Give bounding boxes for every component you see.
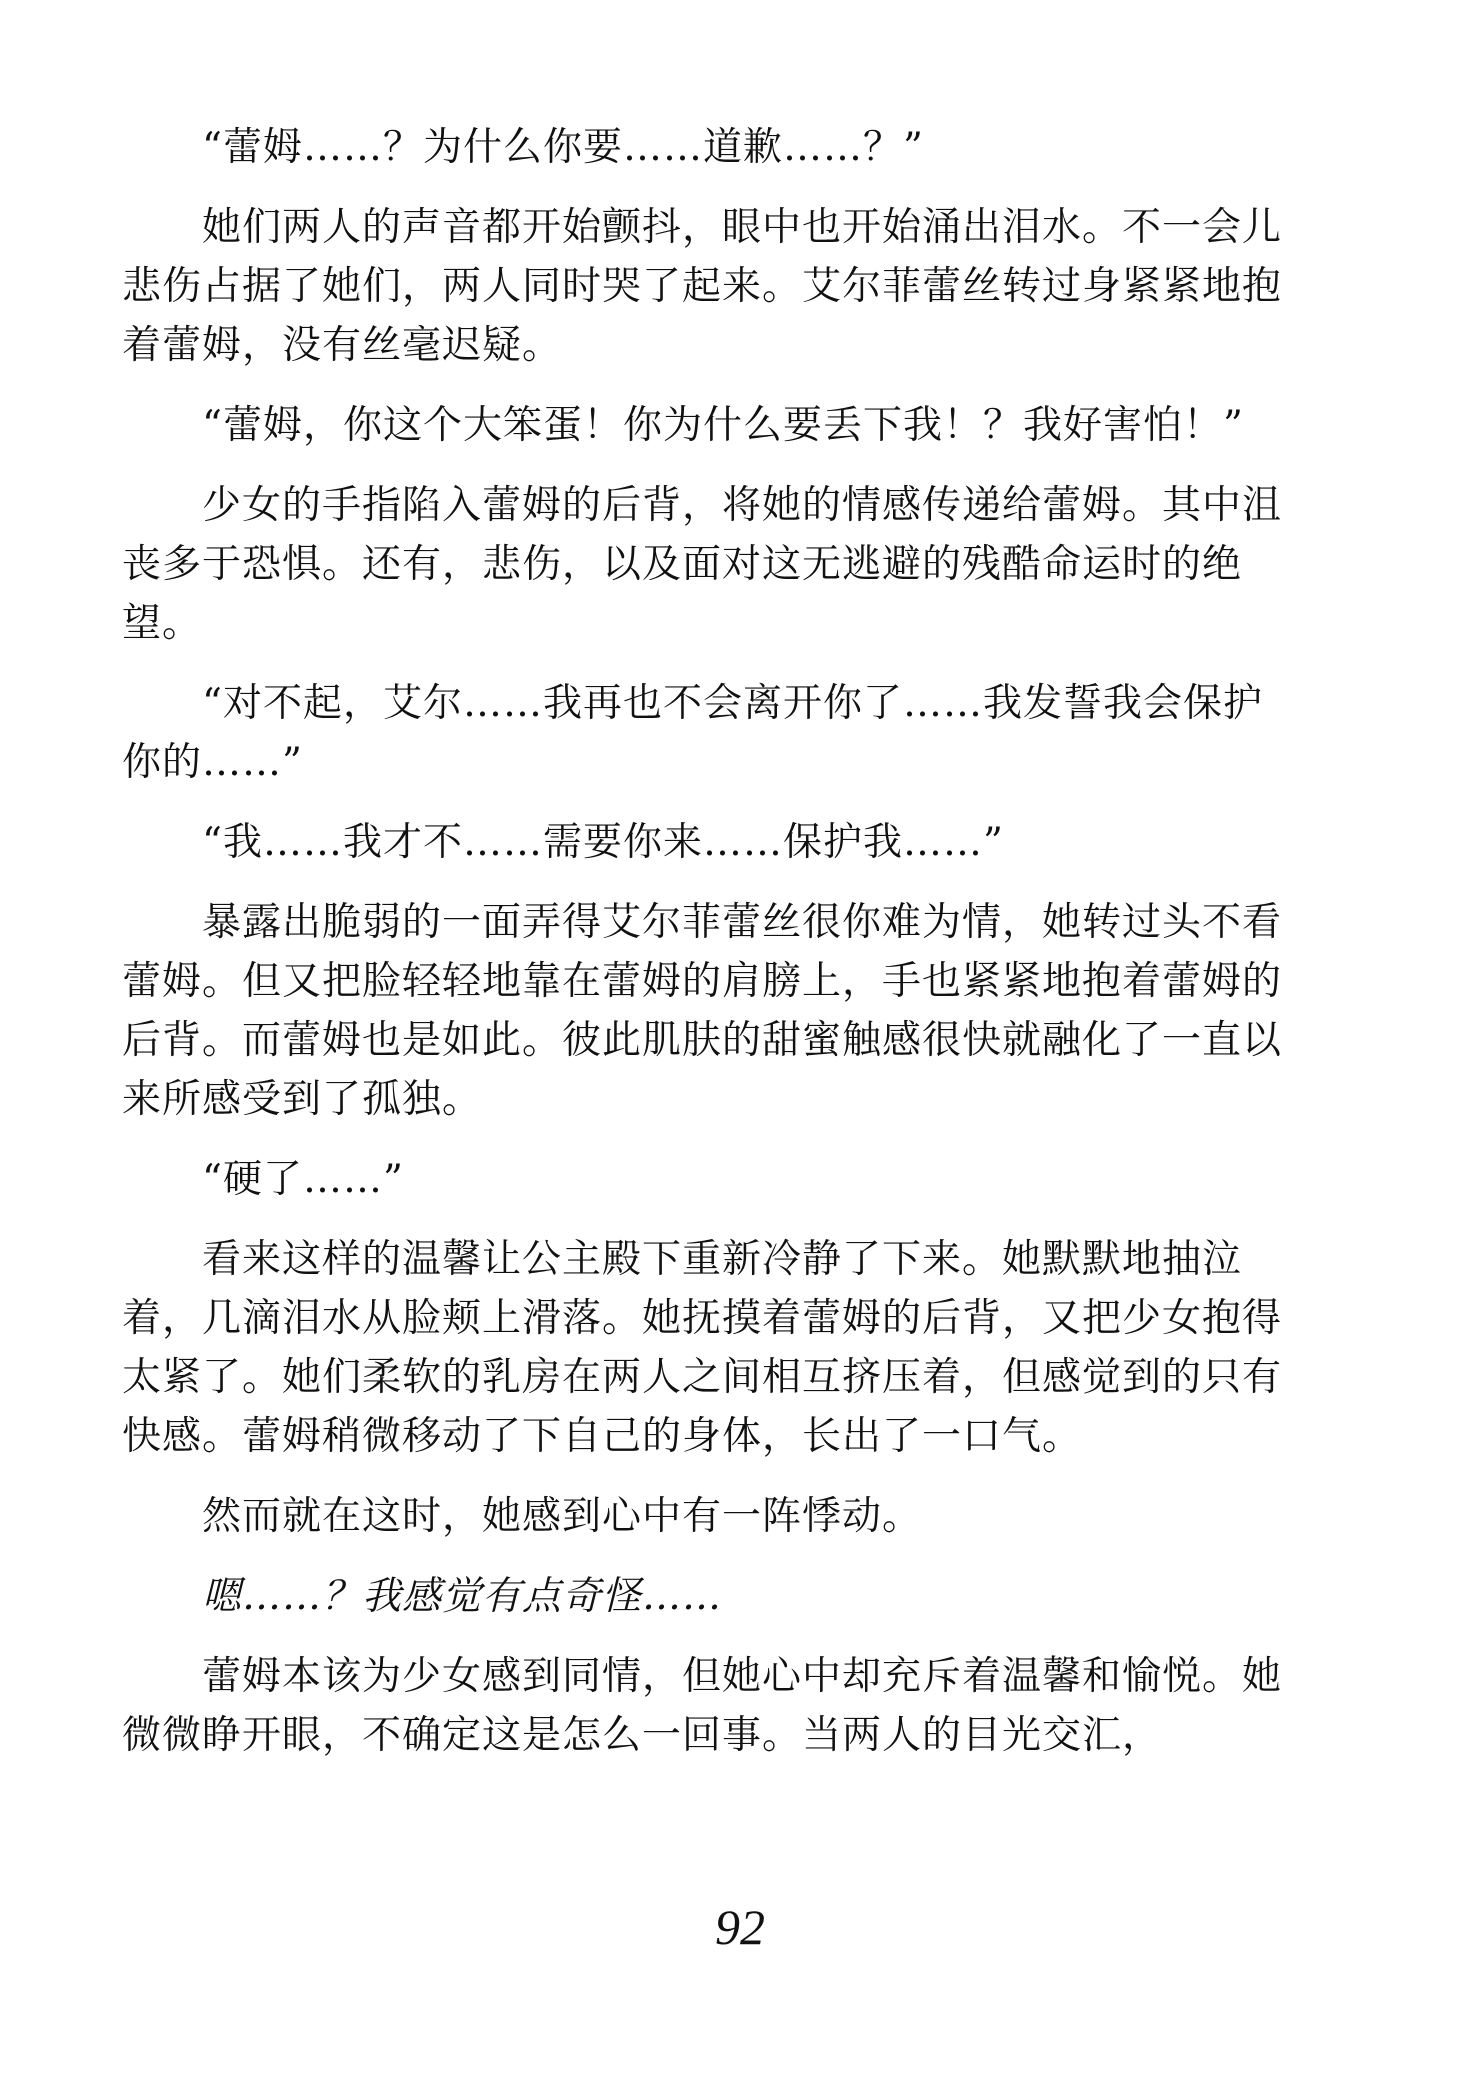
- dialogue-paragraph: “我……我才不……需要你来……保护我……”: [202, 820, 1004, 865]
- dialogue-paragraph: “蕾姆……？为什么你要……道歉……？”: [202, 125, 924, 170]
- narration-paragraph: 蕾姆本该为少女感到同情，但她心中却充斥着温馨和愉悦。她微微睁开眼，不确定这是怎么一回事。当两人的目光交汇，: [122, 1654, 1283, 1758]
- dialogue-paragraph: “对不起，艾尔……我再也不会离开你了……我发誓我会保护你的……”: [122, 681, 1263, 785]
- dialogue-paragraph: “蕾姆，你这个大笨蛋！你为什么要丢下我！？我好害怕！”: [202, 403, 1244, 448]
- inner-thought-paragraph: 嗯……？我感觉有点奇怪……: [202, 1574, 723, 1619]
- narration-paragraph: 少女的手指陷入蕾姆的后背，将她的情感传递给蕾姆。其中沮丧多于恐惧。还有，悲伤，以及面对这无逃避的残酷命运时的绝望。: [122, 483, 1283, 646]
- narration-paragraph: 看来这样的温馨让公主殿下重新冷静了下来。她默默地抽泣着，几滴泪水从脸颊上滑落。她抚摸着蕾姆的后背，又把少女抱得太紧了。她们柔软的乳房在两人之间相互挤压着，但感觉到的只有快感。蕾姆稍微移动了下自己的身体，长出了一口气。: [122, 1237, 1283, 1459]
- narration-paragraph: 然而就在这时，她感到心中有一阵悸动。: [202, 1494, 923, 1539]
- narration-paragraph: 她们两人的声音都开始颤抖，眼中也开始涌出泪水。不一会儿悲伤占据了她们，两人同时哭了起来。艾尔菲蕾丝转过身紧紧地抱着蕾姆，没有丝毫迟疑。: [122, 205, 1283, 368]
- page-number: 92: [715, 1899, 765, 1955]
- dialogue-paragraph: “硬了……”: [202, 1157, 404, 1202]
- narration-paragraph: 暴露出脆弱的一面弄得艾尔菲蕾丝很你难为情，她转过头不看蕾姆。但又把脸轻轻地靠在蕾姆的肩膀上，手也紧紧地抱着蕾姆的后背。而蕾姆也是如此。彼此肌肤的甜蜜触感很快就融化了一直以来所感受到了孤独。: [122, 900, 1283, 1122]
- text-column: [122, 118, 1302, 1786]
